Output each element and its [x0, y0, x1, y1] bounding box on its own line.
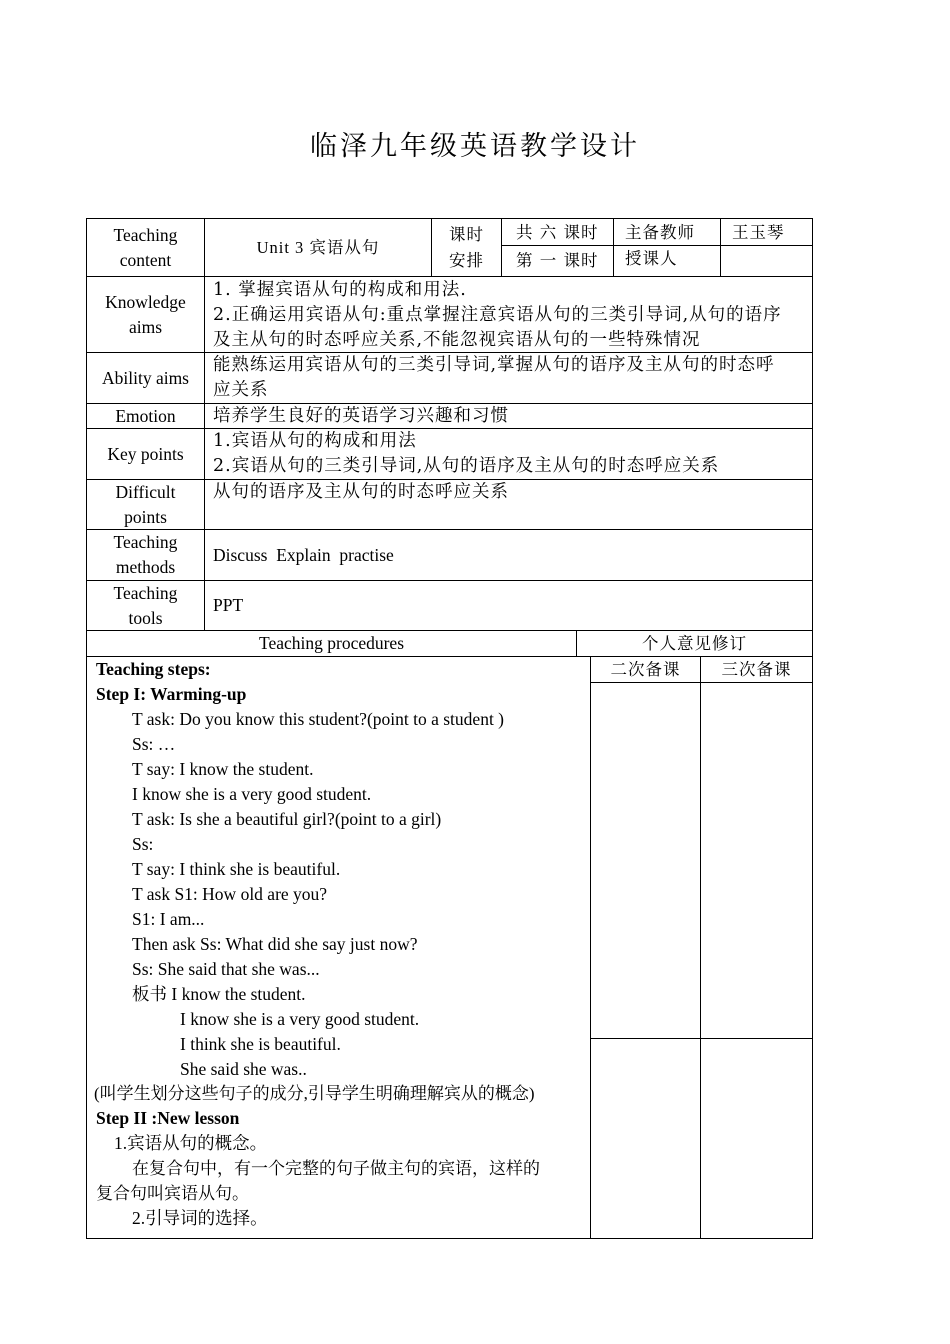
step1-title: Step I: Warming-up — [96, 684, 247, 704]
step1-line: T ask: Is she a beautiful girl?(point to a girl) — [132, 809, 442, 829]
teaching-methods-label: Teaching methods — [113, 532, 178, 577]
knowledge-line-2: 2.正确运用宾语从句:重点掌握注意宾语从句的三类引导词,从句的语序 — [213, 305, 782, 325]
step1-line: T say: I know the student. — [132, 759, 314, 779]
instructor-label: 授课人 — [625, 249, 678, 268]
teaching-methods-value: Discuss Explain practise — [213, 545, 394, 565]
difficult-points-label: Difficult points — [115, 481, 176, 527]
step1-line: Ss: — [132, 834, 154, 854]
total-lessons: 共 六 课时 — [516, 223, 599, 242]
step1-line: S1: I am... — [132, 909, 205, 929]
board-line: I know she is a very good student. — [180, 1009, 420, 1029]
teaching-procedures-header: Teaching procedures — [258, 633, 405, 653]
ability-line-1: 能熟练运用宾语从句的三类引导词,掌握从句的语序及主从句的时态呼 — [213, 355, 775, 375]
concept-line-2: 复合句叫宾语从句。 — [96, 1184, 249, 1203]
step1-line: Ss: She said that she was... — [132, 959, 320, 979]
teaching-steps-title: Teaching steps: — [96, 659, 211, 679]
third-prep-header: 三次备课 — [721, 660, 792, 679]
step1-line: I know she is a very good student. — [132, 784, 372, 804]
knowledge-line-1: 1. 掌握宾语从句的构成和用法. — [213, 280, 467, 300]
board-line: I think she is beautiful. — [180, 1034, 341, 1054]
choice-title: 2.引导词的选择。 — [132, 1208, 268, 1228]
step1-line: T say: I think she is beautiful. — [132, 859, 341, 879]
emotion-label: Emotion — [115, 405, 176, 426]
board-line: She said she was.. — [180, 1059, 307, 1079]
step1-line: T ask: Do you know this student?(point to a student ) — [132, 709, 505, 729]
concept-title: 1.宾语从句的概念。 — [114, 1133, 268, 1153]
step1-line: Then ask Ss: What did she say just now? — [132, 934, 418, 954]
step1-line: T ask S1: How old are you? — [132, 884, 328, 904]
teaching-tools-label: Teaching tools — [113, 582, 178, 628]
key-line-1: 1.宾语从句的构成和用法 — [213, 431, 417, 451]
main-teacher-name: 王玉琴 — [732, 223, 785, 242]
ability-aims-label: Ability aims — [101, 367, 189, 388]
analysis-note: (叫学生划分这些句子的成分,引导学生明确理解宾从的概念) — [94, 1084, 535, 1103]
schedule-label: 课时安排 — [449, 224, 484, 270]
main-teacher-label: 主备教师 — [625, 223, 695, 242]
step1-line: 板书 I know the student. — [132, 984, 306, 1004]
ability-line-2: 应关系 — [213, 380, 269, 400]
concept-line-1: 在复合句中，有一个完整的句子做主句的宾语，这样的 — [132, 1159, 540, 1178]
current-lesson: 第 一 课时 — [516, 251, 599, 270]
key-points-label: Key points — [107, 443, 184, 464]
revision-header: 个人意见修订 — [642, 634, 747, 653]
teaching-tools-value: PPT — [213, 595, 244, 615]
knowledge-line-3: 及主从句的时态呼应关系,不能忽视宾语从句的一些特殊情况 — [213, 330, 701, 350]
knowledge-aims-label: Knowledge aims — [105, 291, 186, 337]
difficult-value: 从句的语序及主从句的时态呼应关系 — [213, 482, 509, 502]
teaching-content-label: Teaching content — [113, 224, 178, 270]
emotion-value: 培养学生良好的英语学习兴趣和习惯 — [213, 406, 509, 426]
step2-title: Step II :New lesson — [96, 1108, 240, 1128]
step1-line: Ss: … — [132, 734, 176, 754]
document-title: 临泽九年级英语教学设计 — [310, 131, 640, 162]
second-prep-header: 二次备课 — [610, 660, 681, 679]
key-line-2: 2.宾语从句的三类引导词,从句的语序及主从句的时态呼应关系 — [213, 456, 720, 476]
teaching-content-value: Unit 3 宾语从句 — [256, 238, 380, 257]
